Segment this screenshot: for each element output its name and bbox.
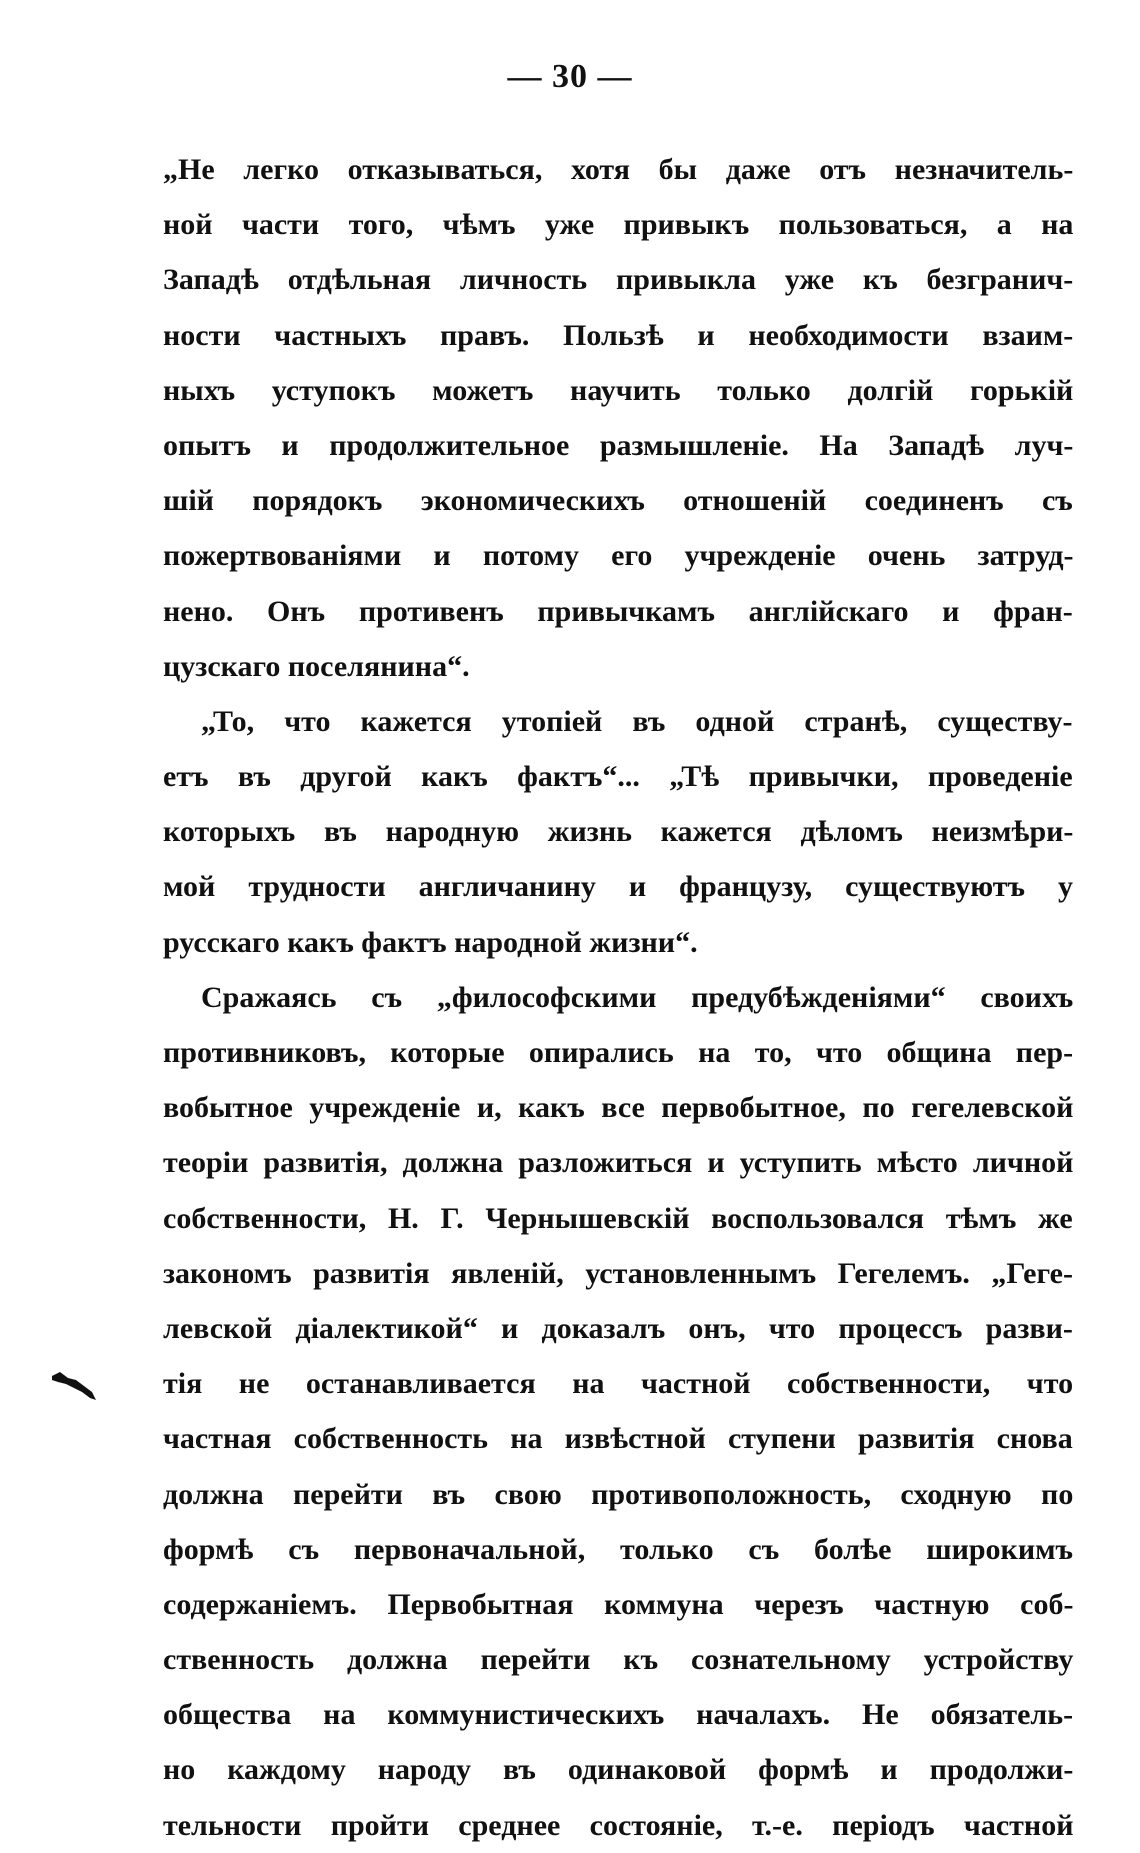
text-line-content: тія не останавливается на частной собственности, что bbox=[163, 1367, 1074, 1401]
text-line-content: ности частныхъ правъ. Пользѣ и необходимости взаим- bbox=[163, 318, 1074, 352]
text-line bbox=[163, 1025, 1073, 1080]
text-line bbox=[163, 363, 1073, 418]
text-line bbox=[163, 197, 1073, 252]
text-line-content: Сражаясь съ „философскими предубѣжденіями“ своихъ bbox=[201, 980, 1074, 1014]
text-line bbox=[163, 1135, 1073, 1190]
text-line-content: которыхъ въ народную жизнь кажется дѣломъ неизмѣри- bbox=[163, 815, 1074, 849]
text-line-content: цузскаго поселянина“. bbox=[163, 649, 470, 683]
text-line bbox=[163, 1632, 1073, 1687]
text-line-content: вобытное учрежденіе и, какъ все первобытное, по гегелевской bbox=[163, 1091, 1074, 1125]
text-line bbox=[163, 639, 1073, 694]
text-line bbox=[163, 1467, 1073, 1522]
text-line-content: содержаніемъ. Первобытная коммуна черезъ частную соб- bbox=[163, 1587, 1074, 1621]
text-line-content: но каждому народу въ одинаковой формѣ и продолжи- bbox=[163, 1753, 1074, 1787]
text-line-content: Западѣ отдѣльная личность привыкла уже къ безгранич- bbox=[163, 263, 1074, 297]
text-line-content: должна перейти въ свою противоположность, сходную по bbox=[163, 1477, 1074, 1511]
text-line-content: „Не легко отказываться, хотя бы даже отъ незначитель- bbox=[163, 153, 1074, 186]
text-line bbox=[163, 528, 1073, 583]
text-line bbox=[163, 1577, 1073, 1632]
page-number: — 30 — bbox=[507, 58, 633, 95]
text-line bbox=[163, 1356, 1073, 1411]
text-line-content: общества на коммунистическихъ началахъ. Не обязатель- bbox=[163, 1698, 1074, 1732]
text-line bbox=[163, 804, 1073, 859]
text-line-content: частная собственность на извѣстной ступени развитія снова bbox=[163, 1422, 1073, 1456]
text-line-content: собственности, Н. Г. Чернышевскій воспользовался тѣмъ же bbox=[163, 1201, 1073, 1235]
text-line-content: формѣ съ первоначальной, только съ болѣе широкимъ bbox=[163, 1532, 1074, 1566]
text-line-content: ныхъ уступокъ можетъ научить только долгій горькій bbox=[163, 373, 1074, 407]
text-line-content: левской діалектикой“ и доказалъ онъ, что процессъ разви- bbox=[163, 1311, 1073, 1345]
text-line bbox=[163, 694, 1073, 749]
text-line bbox=[163, 970, 1073, 1025]
text-line bbox=[163, 749, 1073, 804]
text-line-content: „То, что кажется утопіей въ одной странѣ, существу- bbox=[201, 704, 1073, 738]
text-line bbox=[163, 584, 1073, 639]
text-line bbox=[163, 1301, 1073, 1356]
text-line-content: противниковъ, которые опирались на то, что община пер- bbox=[163, 1036, 1074, 1069]
text-line-content: нено. Онъ противенъ привычкамъ англійскаго и фран- bbox=[163, 594, 1073, 628]
text-line-content: закономъ развитія явленій, установленнымъ Гегелемъ. „Геге- bbox=[163, 1256, 1073, 1290]
text-line-content: опытъ и продолжительное размышленіе. На Западѣ луч- bbox=[163, 428, 1074, 462]
text-line-content: ной части того, чѣмъ уже привыкъ пользоваться, а на bbox=[163, 208, 1074, 242]
text-line-content: етъ въ другой какъ фактъ“... „Тѣ привычки, проведеніе bbox=[163, 760, 1073, 794]
body-text bbox=[163, 142, 1073, 1853]
text-line bbox=[163, 1687, 1073, 1742]
text-line-content: мой трудности англичанину и французу, существуютъ у bbox=[163, 870, 1074, 904]
text-line bbox=[163, 1246, 1073, 1301]
text-line bbox=[163, 252, 1073, 307]
text-line bbox=[163, 142, 1073, 197]
text-line bbox=[163, 308, 1073, 363]
text-line-content: русскаго какъ фактъ народной жизни“. bbox=[163, 925, 698, 959]
text-line bbox=[163, 1522, 1073, 1577]
text-line bbox=[163, 859, 1073, 914]
margin-ink-mark bbox=[50, 1370, 98, 1402]
text-line-content: ственность должна перейти къ сознательному устройству bbox=[163, 1643, 1074, 1677]
text-line-content: пожертвованіями и потому его учрежденіе очень затруд- bbox=[163, 539, 1074, 573]
text-line bbox=[163, 1191, 1073, 1246]
text-line-content: теоріи развитія, должна разложиться и уступить мѣсто личной bbox=[163, 1146, 1074, 1180]
text-line bbox=[163, 418, 1073, 473]
text-line-content: шій порядокъ экономическихъ отношеній соединенъ съ bbox=[163, 484, 1073, 518]
text-line-content: тельности пройти среднее состояніе, т.-е. періодъ частной bbox=[163, 1808, 1074, 1842]
text-line bbox=[163, 1080, 1073, 1135]
text-line bbox=[163, 473, 1073, 528]
text-line bbox=[163, 1798, 1073, 1853]
text-line bbox=[163, 1742, 1073, 1797]
text-line bbox=[163, 915, 1073, 970]
text-line bbox=[163, 1411, 1073, 1466]
